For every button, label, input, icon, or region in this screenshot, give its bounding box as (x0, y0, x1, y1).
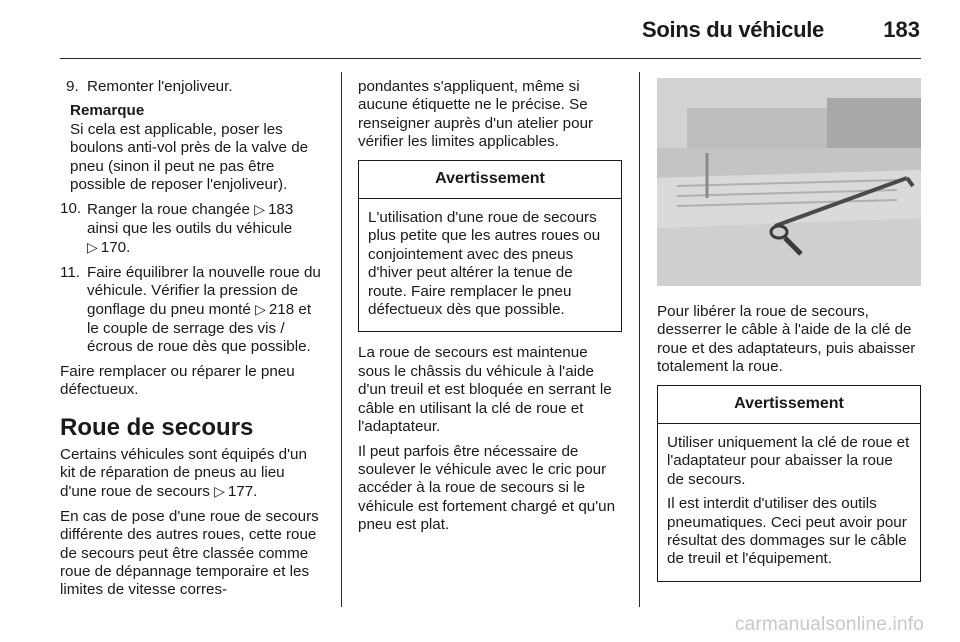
page-ref: 177. (227, 483, 258, 501)
step-text: ainsi que les outils du véhicule (87, 219, 293, 237)
paragraph: Il peut parfois être nécessaire de soulever le véhicule avec le cric pour accéder à la roue de secours si le véhicule est fortement chargé et qu'un pneu est plat. (358, 442, 616, 534)
step-text: Faire équilibrer la nouvelle roue du véhicule. Vérifier la pression de gonflage du pneu monté (87, 263, 321, 319)
reference-arrow-icon: ▷ (214, 483, 225, 500)
column-divider-2 (639, 72, 640, 607)
reference-arrow-icon: ▷ (87, 239, 98, 256)
paragraph-text: Certains véhicules sont équipés d'un kit de réparation de pneus au lieu d'une roue de secours (60, 445, 307, 501)
watermark: carmanualsonline.info (734, 614, 924, 635)
column-right (657, 303, 921, 594)
paragraph: Faire remplacer ou réparer le pneu défectueux. (60, 362, 295, 399)
column-left (60, 78, 324, 606)
reference-arrow-icon: ▷ (254, 201, 265, 218)
note-label: Remarque (70, 102, 145, 120)
warning-title: Avertissement (658, 386, 920, 424)
page-ref: 183 (267, 201, 294, 219)
warning-box (358, 160, 622, 333)
step-9 (60, 78, 324, 96)
warning-text: Il est interdit d'utiliser des outils pneumatiques. Ceci peut avoir pour résultat des dommages sur le câble de treuil et l'équipement. (667, 495, 907, 568)
paragraph (60, 446, 324, 502)
step-number: 10. (60, 200, 82, 218)
warning-body (658, 424, 920, 581)
step-number: 9. (66, 78, 79, 95)
section-title: Roue de secours (60, 413, 254, 441)
paragraph: pondantes s'appliquent, même si aucune étiquette ne le précise. Se renseigner auprès d'un atelier pour vérifier les limites applicables. (358, 78, 594, 151)
warning-text: L'utilisation d'une roue de secours plus petite que les autres roues ou conjointement avec des pneus d'hiver peut altérer la tenue de route. Faire remplacer le pneu défectueux dès que possible. (368, 209, 601, 319)
warning-text: Utiliser uniquement la clé de roue et l'adaptateur pour abaisser la roue de secours. (667, 434, 910, 488)
warning-box (657, 385, 921, 582)
step-text: et le couple de serrage des vis / écrous de roue dès que possible. (87, 301, 312, 356)
page-title: Soins du véhicule (642, 17, 824, 42)
reference-arrow-icon: ▷ (255, 301, 266, 318)
page-number: 183 (883, 17, 920, 42)
paragraph: Pour libérer la roue de secours, desserrer le câble à l'aide de la clé de roue et des adaptateurs, puis abaisser totalement la roue. (657, 303, 916, 376)
page-ref: 170. (100, 239, 131, 257)
paragraph: En cas de pose d'une roue de secours différente des autres roues, cette roue de secours peut être classée comme roue de dépannage temporaire et les limites de vitesse corres- (60, 507, 319, 599)
column-divider-1 (341, 72, 342, 607)
step-10 (60, 200, 324, 257)
step-11 (60, 264, 324, 357)
warning-body (359, 199, 621, 331)
step-text: Ranger la roue changée (87, 201, 250, 219)
paragraph: La roue de secours est maintenue sous le châssis du véhicule à l'aide d'un treuil et est bloquée en serrant le câble en utilisant la clé de roue et l'adaptateur. (358, 344, 612, 436)
note-text: Si cela est applicable, poser les boulons anti-vol près de la valve de pneu (sinon il peut ne pas être possible de reposer l'enjoliveur). (70, 120, 309, 194)
spare-wheel-photo (657, 78, 921, 286)
step-number: 11. (60, 263, 80, 281)
header-divider (60, 58, 921, 59)
step-text: Remonter l'enjoliveur. (87, 78, 233, 95)
page-ref: 218 (268, 301, 295, 319)
column-middle (358, 78, 622, 541)
wheel-wrench-illustration (657, 78, 921, 286)
note-block (60, 102, 324, 194)
warning-title: Avertissement (359, 161, 621, 199)
